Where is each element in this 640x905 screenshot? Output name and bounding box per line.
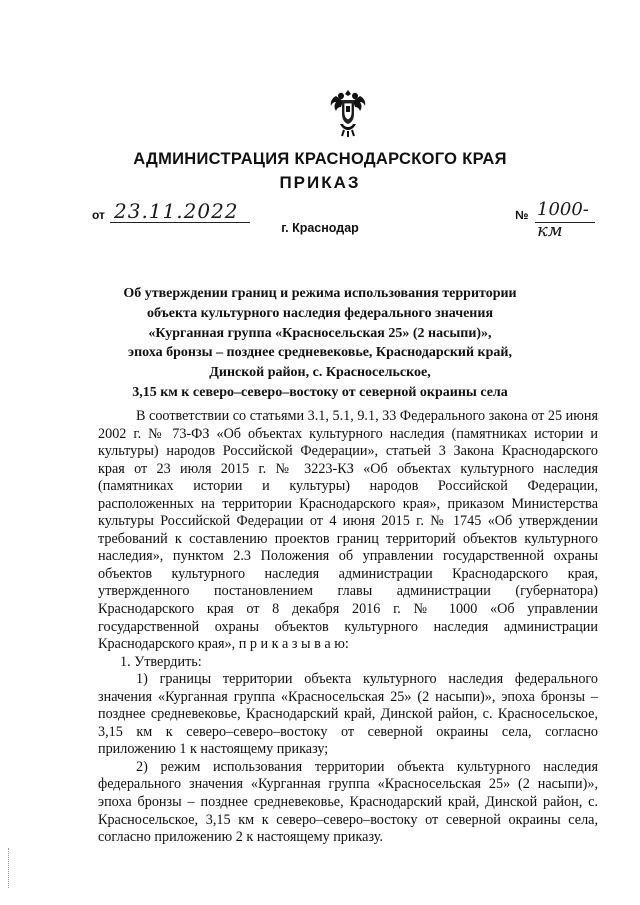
title-line: 3,15 км к северо–северо–востоку от северной окраины села [132,384,508,400]
document-body [98,408,598,847]
city-label: г. Краснодар [281,221,359,235]
date-label: от [92,208,105,222]
order-item-1: 1. Утвердить: [120,653,202,670]
title-line: эпоха бронзы – позднее средневековье, Краснодарский край, [128,345,512,361]
preamble-paragraph: В соответствии со статьями 3.1, 5.1, 9.1, 33 Федерального закона от 25 июня 2002 г. № 73-ФЗ «Об объектах культурного наследия (памятниках истории и культуры) народов Российской Федерации», статьей 3 Закона Краснодарского края от 23 июля 2015 г. № 3223-КЗ «Об объектах культурного наследия (памятниках истории и культуры) народов Российской Федерации, расположенных на территории Краснодарского края», приказом Министерства культуры Российской Федерации от 4 июня 2015 г. № 1745 «Об утверждении требований к составлению проектов границ территорий объектов культурного наследия», пунктом 2.3 Положения об управлении государственной охраны объектов культурного наследия администрации Краснодарского края, утвержденного постановлением главы администрации (губернатора) Краснодарского края от 8 декабря 2016 г. № 1000 «Об управлении государственной охраны объектов культурного наследия администрации Краснодарского края», п р и к а з ы в а ю: [98,408,598,653]
order-item-1-1: 1) границы территории объекта культурного наследия федерального значения «Курганная группа «Красносельская 25» (2 насыпи)», эпоха бронзы – позднее средневековье, Краснодарский край, Динской район, с. Красносельское, 3,15 км к северо–северо–востоку от северной окраины села, согласно приложению 1 к настоящему приказу; [98,671,598,758]
title-line: объекта культурного наследия федерального значения [146,305,494,321]
order-item-1-2: 2) режим использования территории объекта культурного наследия федерального значения «Курганная группа «Красносельская 25» (2 насыпи)», эпоха бронзы – позднее средневековье, Краснодарский край, Динской район, с. Красносельское, 3,15 км к северо–северо–востоку от северной окраины села, согласно приложению 2 к настоящему приказу. [98,758,598,846]
number-underline [535,222,595,223]
title-line: Об утверждении границ и режима использования территории [123,286,517,301]
title-line: Динской район, с. Красносельское, [209,365,431,381]
coat-of-arms-icon [326,86,370,138]
handwritten-number: 1000-км [537,199,589,241]
document-title [80,284,560,403]
title-line: «Курганная группа «Красносельская 25» (2 насыпи)», [148,325,492,341]
document-type: ПРИКАЗ [279,173,361,192]
number-label: № [515,208,529,222]
scan-margin-mark [8,848,11,888]
handwritten-date: 23.11.2022 [114,199,239,223]
organization-title: АДМИНИСТРАЦИЯ КРАСНОДАРСКОГО КРАЯ [133,150,507,168]
